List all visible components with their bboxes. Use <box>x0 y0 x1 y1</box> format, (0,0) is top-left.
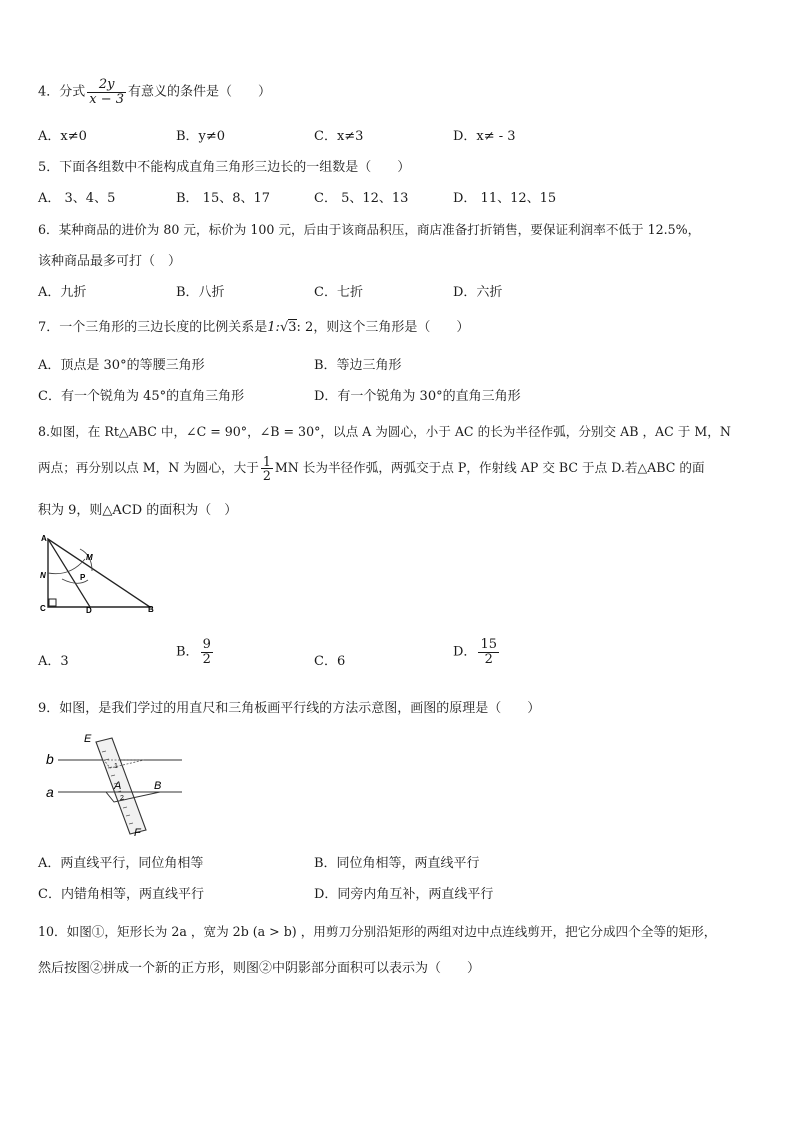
q4-option-d: D．x≠ - 3 <box>453 129 516 144</box>
q8-option-b-fraction <box>201 638 213 666</box>
q8-line2-frac-denominator: 2 <box>262 468 271 484</box>
question-8-line-1: 8.如图，在 Rt△ABC 中，∠C = 90°，∠B = 30°，以点 A 为圆心，小于 AC 的长为半径作弧，分别交 AB ，AC 于 M，N <box>38 424 731 439</box>
q8-option-d-fraction <box>478 638 499 666</box>
question-10-line-1: 10．如图①，矩形长为 2a ，宽为 2b (a > b) ，用剪刀分别沿矩形的两组对边中点连线剪开，把它分成四个全等的矩形， <box>38 924 717 939</box>
q4-option-a: A．x≠0 <box>38 129 87 144</box>
q8-option-b-label: B． <box>176 644 199 660</box>
q6-option-b: B．八折 <box>176 285 225 300</box>
right-angle-mark <box>49 599 56 606</box>
question-4 <box>38 78 271 106</box>
label-e: E <box>84 733 92 745</box>
q8-option-b-denominator: 2 <box>202 651 211 667</box>
q8-option-d-numerator: 15 <box>480 637 497 652</box>
question-10-line-2: 然后按图②拼成一个新的正方形，则图②中阴影部分面积可以表示为（ ） <box>38 961 481 976</box>
q7-suffix: ，则这个三角形是（ ） <box>313 320 470 335</box>
q9-option-a: A．两直线平行，同位角相等 <box>38 856 204 871</box>
q4-option-b: B．y≠0 <box>176 129 226 144</box>
q4-option-c: C．x≠3 <box>314 129 364 144</box>
q7-option-b: B．等边三角形 <box>314 358 402 373</box>
label-b: B <box>148 605 154 613</box>
sqrt-icon: √ <box>279 320 289 335</box>
label-a-line: a <box>46 784 54 800</box>
question-5: 5．下面各组数中不能构成直角三角形三边长的一组数是（ ） <box>38 160 411 175</box>
q7-ratio-a: 1: <box>267 320 280 335</box>
arc-mn <box>48 559 85 574</box>
q8-triangle-figure <box>40 533 162 613</box>
label-f: F <box>134 827 141 838</box>
label-m: M <box>86 553 93 562</box>
q7-option-d: D．有一个锐角为 30°的直角三角形 <box>314 389 521 404</box>
label-angle-1: 1 <box>114 763 118 770</box>
label-point-b: B <box>154 780 162 792</box>
q8-option-b <box>176 638 215 666</box>
q7-ratio-sqrt: 3 <box>288 320 297 335</box>
q6-option-d: D．六折 <box>453 285 503 300</box>
q8-line2-suffix: MN 长为半径作弧，两弧交于点 P，作射线 AP 交 BC 于点 D.若△ABC 的面 <box>274 460 705 476</box>
q6-option-a: A．九折 <box>38 285 87 300</box>
q4-frac-numerator: 2y <box>87 78 126 93</box>
question-7 <box>38 316 469 335</box>
q7-prefix: 7．一个三角形的三边长度的比例关系是 <box>38 320 268 335</box>
q8-option-a: A．3 <box>38 654 69 669</box>
q8-option-d-denominator: 2 <box>484 651 493 667</box>
question-8-line-2 <box>38 455 705 482</box>
q8-line2-frac-numerator: 1 <box>262 454 271 469</box>
q7-option-a: A．顶点是 30°的等腰三角形 <box>38 358 205 373</box>
label-c: C <box>40 604 46 613</box>
q8-option-d <box>453 638 501 666</box>
q4-frac-denominator: x − 3 <box>89 91 125 107</box>
label-d: D <box>86 606 92 613</box>
question-6-line-2: 该种商品最多可打（ ） <box>38 254 182 269</box>
label-a: A <box>41 534 47 543</box>
q7-option-c: C．有一个锐角为 45°的直角三角形 <box>38 389 245 404</box>
question-6-line-1: 6．某种商品的进价为 80 元，标价为 100 元，后由于该商品积压，商店准备打折销售，要保证利润率不低于 12.5%， <box>38 222 701 237</box>
q8-line2-fraction <box>261 455 273 482</box>
q4-fraction <box>87 78 126 106</box>
q5-option-d: D． 11、12、15 <box>453 191 557 206</box>
question-9: 9．如图，是我们学过的用直尺和三角板画平行线的方法示意图，画图的原理是（ ） <box>38 701 541 716</box>
question-8-line-3: 积为 9，则△ACD 的面积为（ ） <box>38 503 238 518</box>
q4-prefix: 4．分式 <box>38 84 86 100</box>
q8-option-b-numerator: 9 <box>202 637 211 652</box>
label-p: P <box>80 573 86 582</box>
q8-line2-prefix: 两点；再分别以点 M，N 为圆心，大于 <box>38 460 259 476</box>
label-n: N <box>40 571 46 580</box>
q9-option-c: C．内错角相等，两直线平行 <box>38 887 204 902</box>
q4-suffix: 有意义的条件是（ ） <box>128 84 272 100</box>
q8-option-c: C．6 <box>314 654 346 669</box>
q9-ruler-figure <box>44 728 184 838</box>
q8-option-d-label: D． <box>453 644 477 660</box>
label-angle-2: 2 <box>120 795 124 802</box>
q6-option-c: C．七折 <box>314 285 363 300</box>
q5-option-a: A． 3、4、5 <box>38 191 116 206</box>
q7-ratio-b: : 2 <box>296 320 314 335</box>
label-point-a: A <box>114 780 122 792</box>
q9-option-b: B．同位角相等，两直线平行 <box>314 856 480 871</box>
q5-option-b: B． 15、8、17 <box>176 191 271 206</box>
label-b-line: b <box>46 751 54 767</box>
q9-option-d: D．同旁内角互补，两直线平行 <box>314 887 494 902</box>
q5-option-c: C． 5、12、13 <box>314 191 409 206</box>
